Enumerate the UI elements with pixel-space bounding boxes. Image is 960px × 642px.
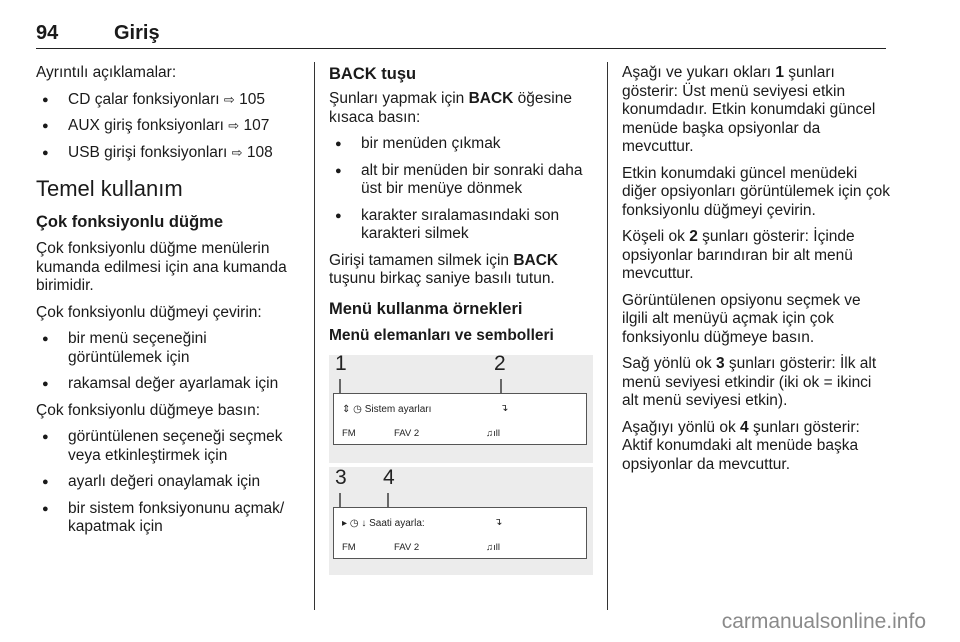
clock-icon: ◷	[349, 518, 359, 529]
down-arrow-icon: ↓	[361, 518, 367, 529]
column-middle	[329, 64, 591, 575]
paragraph: Girişi tamamen silmek için BACK tuşunu birkaç saniye basılı tutun.	[329, 251, 559, 287]
display-screen	[333, 393, 587, 445]
page-number: 94	[36, 22, 59, 44]
screen-title: Sistem ayarları	[364, 404, 432, 415]
list-item: ● CD çalar fonksiyonları ⇨ 105	[36, 91, 301, 110]
callout-label: 1	[335, 352, 347, 375]
details-list	[36, 91, 301, 163]
paragraph: Görüntülenen opsiyonu seçmek ve ilgili alt menüyü açmak için çok fonksiyonlu düğmeye basın.	[622, 291, 861, 346]
list-item: ● rakamsal değer ayarlamak için	[36, 375, 301, 394]
subsection-heading: Menü kullanma örnekleri	[329, 299, 523, 318]
favorite-label: FAV 2	[394, 542, 420, 553]
paragraph: Şunları yapmak için BACK öğesine kısaca basın:	[329, 90, 572, 126]
column-left	[36, 64, 301, 545]
paragraph: Etkin konumdaki güncel menüdeki diğer opsiyonları görüntülemek için çok fonksiyonlu düğmeyi çevirin.	[622, 164, 890, 219]
watermark: carmanualsonline.info	[721, 610, 926, 633]
paragraph: Köşeli ok 2 şunları gösterir: İçinde opsiyonlar barındıran bir alt menü mevcuttur.	[622, 228, 855, 282]
column-divider	[607, 62, 608, 610]
list-item: ● görüntülenen seçeneği seçmek veya etkinleştirmek için	[36, 428, 301, 465]
list-item: ● karakter sıralamasındaki son karakteri silmek	[329, 207, 591, 244]
band-label: FM	[342, 428, 356, 439]
page-header	[36, 22, 886, 49]
callout-label: 2	[494, 352, 506, 375]
paragraph: Çok fonksiyonlu düğme menülerin kumanda edilmesi için ana kumanda birimidir.	[36, 240, 287, 294]
paragraph: Çok fonksiyonlu düğmeye basın:	[36, 401, 261, 419]
list-item: ● bir sistem fonksiyonunu açmak/ kapatmak için	[36, 500, 301, 537]
signal-icon: ♫ıll	[486, 428, 500, 439]
page-ref-icon: ⇨	[223, 91, 235, 107]
list-item: ● USB girişi fonksiyonları ⇨ 108	[36, 144, 301, 163]
page-ref-icon: ⇨	[228, 118, 240, 133]
up-down-arrow-icon: ⇕	[342, 404, 351, 415]
turn-list	[36, 330, 301, 394]
list-item: ● bir menü seçeneğini görüntülemek için	[36, 330, 301, 367]
corner-arrow-icon: ↴	[494, 517, 503, 528]
callout-label: 3	[335, 466, 347, 489]
page-ref-icon: ⇨	[231, 144, 243, 160]
section-heading: BACK tuşu	[329, 65, 417, 83]
paragraph: Aşağı ve yukarı okları 1 şunları gösterir: Üst menü seviyesi etkin konumdadır. Etkin konumdaki güncel menüde başka opsiyonlar da mevcuttur.	[622, 64, 876, 155]
press-list	[36, 428, 301, 537]
list-item: ● bir menüden çıkmak	[329, 135, 591, 154]
list-item: ● alt bir menüden bir sonraki daha üst bir menüye dönmek	[329, 162, 591, 199]
section-heading: Temel kullanım	[36, 176, 183, 201]
chapter-title: Giriş	[114, 22, 160, 44]
screen-title: Saati ayarla:	[369, 518, 425, 529]
band-label: FM	[342, 542, 356, 553]
column-divider	[314, 62, 315, 610]
clock-icon: ◷	[353, 404, 362, 415]
menu-figure	[329, 352, 593, 575]
corner-arrow-icon: ↴	[500, 403, 509, 414]
column-right	[622, 64, 890, 482]
paragraph: Çok fonksiyonlu düğmeyi çevirin:	[36, 303, 262, 321]
details-intro: Ayrıntılı açıklamalar:	[36, 64, 177, 81]
list-item: ● AUX giriş fonksiyonları ⇨ 107	[36, 117, 301, 136]
paragraph: Aşağıyı yönlü ok 4 şunları gösterir: Aktif konumdaki alt menüde başka opsiyonlar da mevcuttur.	[622, 418, 860, 473]
right-arrow-icon: ▸	[342, 518, 348, 529]
signal-icon: ♫ıll	[486, 542, 500, 553]
subsection-heading: Çok fonksiyonlu düğme	[36, 213, 224, 231]
favorite-label: FAV 2	[394, 428, 420, 439]
subsection-heading: Menü elemanları ve sembolleri	[329, 326, 554, 344]
list-item: ● ayarlı değeri onaylamak için	[36, 473, 301, 492]
back-list	[329, 135, 591, 244]
display-screen	[333, 507, 587, 559]
callout-label: 4	[383, 466, 395, 489]
paragraph: Sağ yönlü ok 3 şunları gösterir: İlk alt menü seviyesi etkindir (iki ok = ikinci alt menü seviyesi etkin).	[622, 355, 877, 409]
